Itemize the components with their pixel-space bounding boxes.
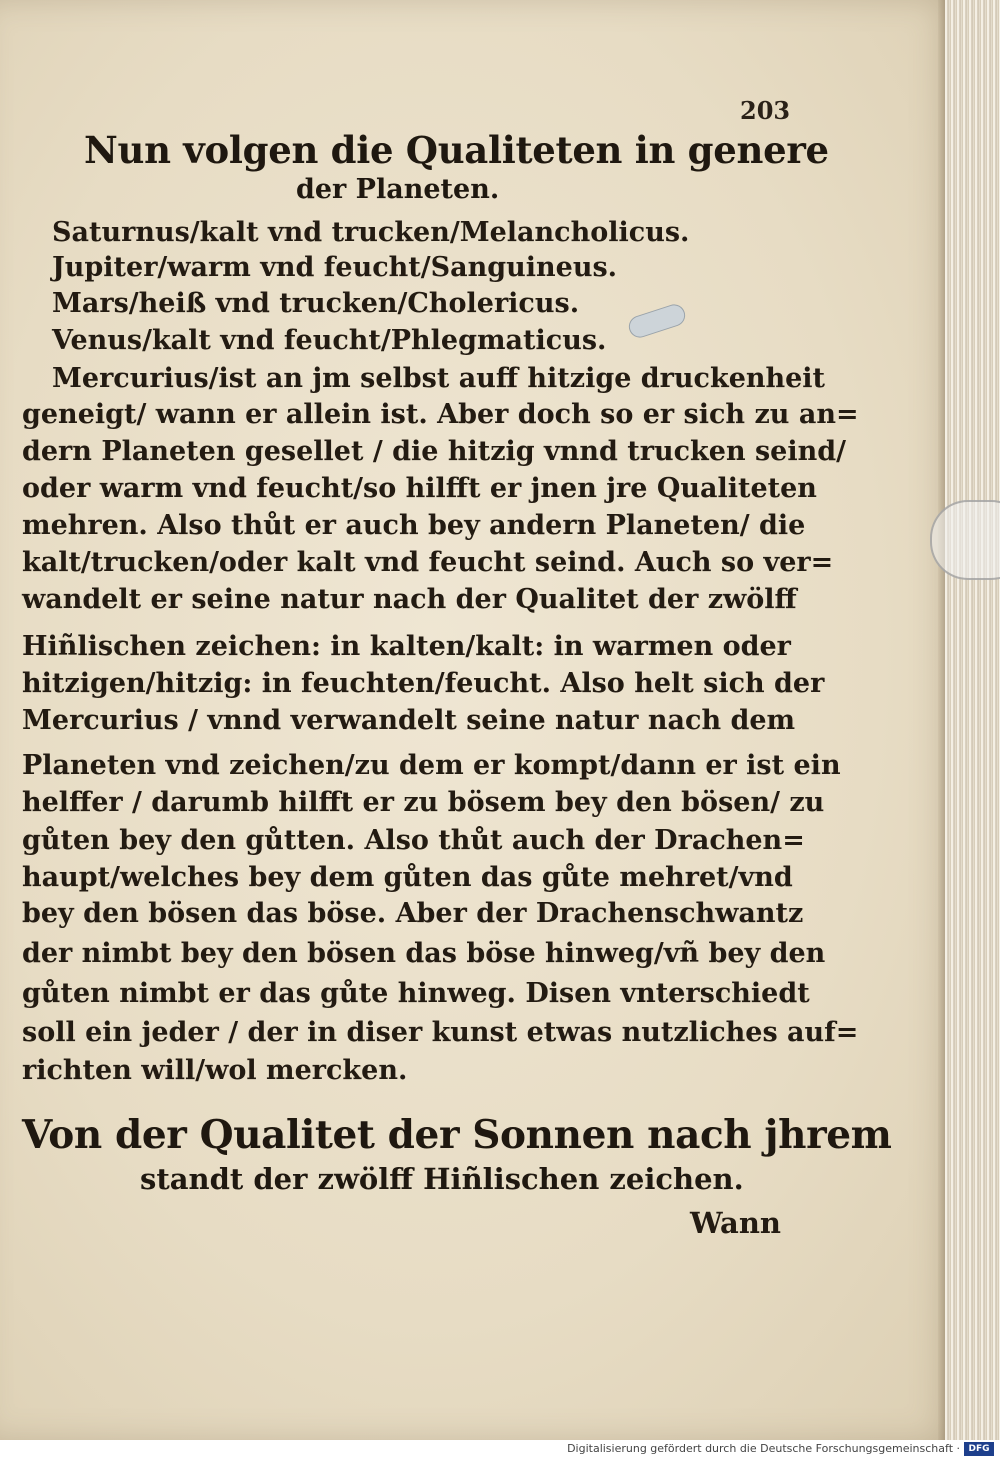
chapter-heading-line2: der Planeten.	[296, 174, 500, 205]
body-line: geneigt/ wann er allein ist. Aber doch so er sich zu an=	[22, 399, 859, 430]
body-line: richten will/wol mercken.	[22, 1055, 408, 1086]
body-line: Hiñlischen zeichen: in kalten/kalt: in warmen oder	[22, 631, 791, 662]
body-line: bey den bösen das böse. Aber der Drachenschwantz	[22, 898, 804, 929]
catchword: Wann	[690, 1206, 782, 1240]
footer-bar	[0, 1440, 1000, 1459]
body-line: dern Planeten gesellet / die hitzig vnnd trucken seind/	[22, 436, 846, 467]
body-line: Mercurius / vnnd verwandelt seine natur nach dem	[22, 705, 796, 736]
body-line: Planeten vnd zeichen/zu dem er kompt/dann er ist ein	[22, 750, 841, 781]
dfg-logo: DFG	[964, 1442, 994, 1456]
body-line: hitzigen/hitzig: in feuchten/feucht. Also helt sich der	[22, 668, 825, 699]
quality-line-saturnus: Saturnus/kalt vnd trucken/Melancholicus.	[52, 217, 690, 248]
body-line: gůten nimbt er das gůte hinweg. Disen vnterschiedt	[22, 978, 810, 1009]
quality-line-venus: Venus/kalt vnd feucht/Phlegmaticus.	[52, 325, 607, 356]
body-line: soll ein jeder / der in diser kunst etwas nutzliches auf=	[22, 1017, 859, 1048]
page-clip	[930, 500, 1000, 580]
body-line: oder warm vnd feucht/so hilfft er jnen jre Qualiteten	[22, 473, 817, 504]
section-heading-line1: Von der Qualitet der Sonnen nach jhrem	[22, 1112, 892, 1158]
funding-credit: Digitalisierung gefördert durch die Deutsche Forschungsgemeinschaft ·	[567, 1442, 960, 1455]
quality-line-mars: Mars/heiß vnd trucken/Cholericus.	[52, 288, 580, 319]
page-number: 203	[740, 96, 791, 125]
body-line: haupt/welches bey dem gůten das gůte mehret/vnd	[22, 862, 793, 893]
body-line: kalt/trucken/oder kalt vnd feucht seind. Auch so ver=	[22, 547, 834, 578]
body-line: gůten bey den gůtten. Also thůt auch der Drachen=	[22, 825, 805, 856]
body-line: der nimbt bey den bösen das böse hinweg/vñ bey den	[22, 938, 826, 969]
quality-line-jupiter: Jupiter/warm vnd feucht/Sanguineus.	[52, 252, 618, 283]
body-line: mehren. Also thůt er auch bey andern Planeten/ die	[22, 510, 806, 541]
section-heading-line2: standt der zwölff Hiñlischen zeichen.	[140, 1162, 744, 1196]
page-stack-edges	[945, 0, 1000, 1440]
chapter-heading-line1: Nun volgen die Qualiteten in genere	[84, 128, 829, 172]
body-line: Mercurius/ist an jm selbst auff hitzige druckenheit	[52, 363, 826, 394]
body-line: wandelt er seine natur nach der Qualitet der zwölff	[22, 584, 797, 615]
body-line: helffer / darumb hilfft er zu bösem bey den bösen/ zu	[22, 787, 825, 818]
